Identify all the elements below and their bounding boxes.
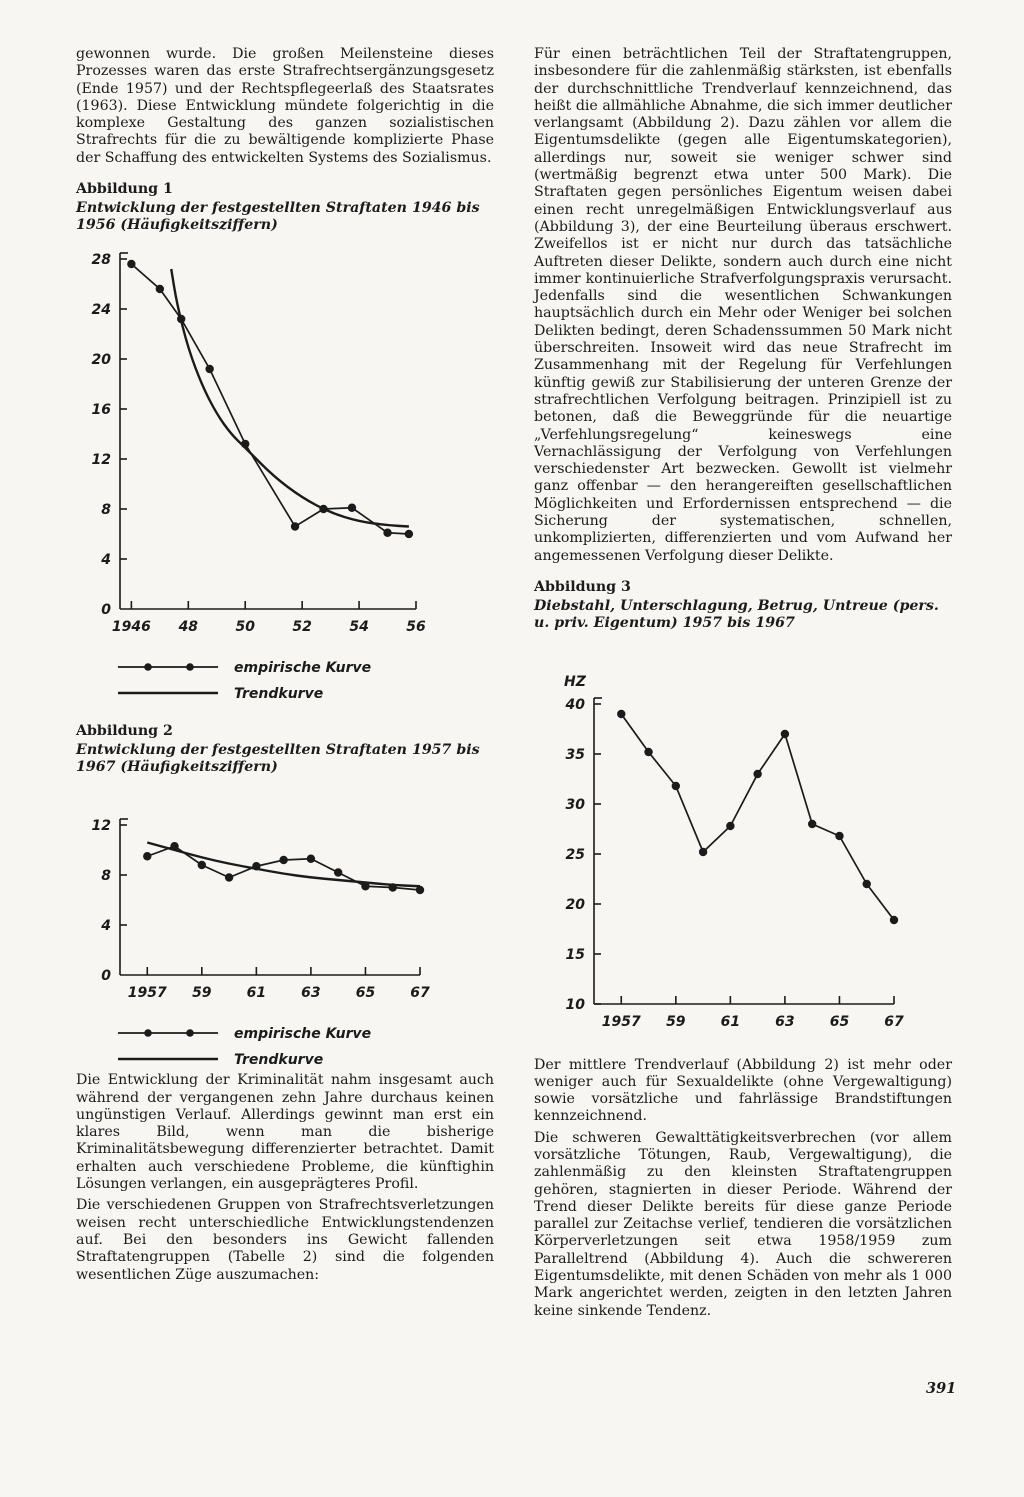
data-point: [334, 869, 342, 877]
y-tick-label: 25: [565, 846, 585, 863]
legend-label: Trendkurve: [234, 685, 324, 702]
figure-2-chart: [76, 776, 494, 1068]
figure-1: [76, 235, 494, 719]
x-tick-label: 54: [349, 618, 369, 635]
data-point: [291, 522, 299, 530]
data-point: [890, 915, 898, 923]
data-point: [699, 847, 707, 855]
empirical-curve-line: [131, 264, 409, 534]
data-point: [383, 528, 391, 536]
data-point: [348, 503, 356, 511]
x-tick-label: 56: [406, 618, 426, 635]
data-point: [279, 856, 287, 864]
figure-2-caption: Entwicklung der festgestellten Straftaten 1957 bis 1967 (Häufigkeitsziffern): [76, 741, 480, 775]
y-tick-label: 24: [91, 301, 111, 318]
trend-curve-line: [147, 843, 420, 887]
figure-1-caption: Entwicklung der festgestellten Straftaten 1946 bis 1956 (Häufigkeitsziffern): [76, 200, 480, 234]
y-tick-label: 8: [101, 501, 111, 518]
x-tick-label: 59: [192, 985, 212, 1002]
x-tick-label: 63: [775, 1013, 795, 1030]
data-point: [127, 259, 135, 267]
y-tick-label: 12: [91, 818, 111, 835]
x-tick-label: 61: [246, 985, 267, 1002]
y-tick-label: 0: [101, 601, 111, 618]
data-point: [156, 284, 164, 292]
page-number: 391: [926, 1380, 957, 1397]
x-tick-label: 48: [178, 618, 199, 635]
x-tick-label: 63: [301, 985, 321, 1002]
data-point: [644, 747, 652, 755]
y-tick-label: 4: [101, 918, 111, 935]
trend-curve-line: [171, 269, 409, 527]
data-point: [225, 874, 233, 882]
legend-point: [144, 1029, 152, 1037]
y-tick-label: 16: [91, 401, 111, 418]
y-tick-label: 20: [91, 351, 111, 368]
x-tick-label: 52: [292, 618, 312, 635]
data-point: [781, 729, 789, 737]
x-tick-label: 67: [884, 1013, 904, 1030]
data-point: [672, 781, 680, 789]
left-paragraph-2: Die verschiedenen Gruppen von Strafrechtsverletzungen weisen recht unterschiedliche Entwicklungstendenzen auf. Bei den besonders ins Gewicht fallenden Straftatengruppen (Tabelle 2) sind die folgenden wesentlichen Züge auszumachen:: [76, 1197, 494, 1283]
data-point: [205, 364, 213, 372]
legend-label: empirische Kurve: [234, 1026, 372, 1043]
x-tick-label: 59: [666, 1013, 686, 1030]
right-column: [534, 46, 952, 1320]
x-tick-label: 1946: [111, 618, 151, 635]
y-tick-label: 15: [565, 946, 585, 963]
data-point: [617, 709, 625, 717]
data-point: [198, 861, 206, 869]
x-tick-label: 50: [235, 618, 255, 635]
y-tick-label: 30: [565, 796, 585, 813]
figure-3: [534, 633, 952, 1057]
y-tick-label: 12: [91, 451, 111, 468]
right-paragraph-3: Die schweren Gewalttätigkeitsverbrechen (vor allem vorsätzliche Tötungen, Raub, Vergewaltigung), die zahlenmäßig zu den kleinsten Straftatengruppen gehören, stagnierten in dieser Periode. Während der Trend dieser Delikte bereits für diese ganze Periode parallel zur Zeitachse verlief, tendieren die vorsätzlichen Körperverletzungen seit etwa 1958/1959 zum Paralleltrend (Abbildung 4). Auch die schwereren Eigentumsdelikte, mit denen Schäden von mehr als 1 000 Mark angerichtet werden, zeigten in den letzten Jahren keine sinkende Tendenz.: [534, 1129, 952, 1319]
x-tick-label: 65: [355, 985, 376, 1002]
figure-3-caption: Diebstahl, Unterschlagung, Betrug, Untreue (pers. u. priv. Eigentum) 1957 bis 1967: [534, 597, 939, 632]
data-point: [835, 831, 843, 839]
data-point: [143, 852, 151, 860]
y-tick-label: 28: [91, 251, 111, 268]
figure-2-label: Abbildung 2: [76, 722, 173, 739]
y-tick-label: 35: [565, 746, 585, 763]
y-tick-label: 40: [565, 696, 585, 713]
y-tick-label: 10: [565, 996, 585, 1013]
legend-point: [144, 663, 152, 671]
right-paragraph-2: Der mittlere Trendverlauf (Abbildung 2) ist mehr oder weniger auch für Sexualdelikte (ohne Vergewaltigung) sowie vorsätzliche und fahrlässige Brandstiftungen kennzeichnend.: [534, 1056, 952, 1125]
y-tick-label: 20: [565, 896, 585, 913]
legend-point: [186, 1029, 194, 1037]
figure-1-chart: [76, 235, 494, 715]
left-paragraph-1: Die Entwicklung der Kriminalität nahm insgesamt auch während der vergangenen zehn Jahre durchaus keinen ungünstigen Verlauf. Allerdings gewinnt man erst ein klares Bild, wenn man die bisherige Kriminalitätsbewegung differenzierter betrachtet. Damit erhalten auch verschiedene Probleme, die künftighin Lösungen verlangen, ein ausgeprägteres Profil.: [76, 1072, 494, 1193]
legend-point: [186, 663, 194, 671]
legend-label: Trendkurve: [234, 1052, 324, 1069]
figure-2: [76, 776, 494, 1072]
figure-3-label: Abbildung 3: [534, 578, 631, 595]
y-tick-label: 4: [101, 551, 111, 568]
y-tick-label: 0: [101, 968, 111, 985]
right-paragraph-1: Für einen beträchtlichen Teil der Straftatengruppen, insbesondere für die zahlenmäßig stärksten, ist ebenfalls der durchschnittliche Trendverlauf kennzeichnend, das heißt die allmähliche Abnahme, die sich immer deutlicher verlangsamt (Abbildung 2). Dazu zählen vor allem die Eigentumsdelikte (gegen alle Eigentumskategorien), allerdings nur, soweit sie weniger schwer sind (wertmäßig begrenzt etwa unter 500 Mark). Die Straftaten gegen persönliches Eigentum weisen dabei einen recht unregelmäßigen Entwicklungsverlauf aus (Abbildung 3), der eine Beurteilung überaus erschwert. Zweifellos ist er nicht nur durch das tatsächliche Auftreten dieser Delikte, sondern auch durch eine nicht immer kontinuierliche Strafverfolgungspraxis verursacht. Jedenfalls sind die wesentlichen Schwankungen hauptsächlich durch ein Mehr oder Weniger bei solchen Delikten bedingt, deren Schadenssummen 50 Mark nicht überschreiten. Insoweit wird das neue Strafrecht im Zusammenhang mit der Regelung für Verfehlungen künftig gewiß zur Stabilisierung der unteren Grenze der strafrechtlichen Verfolgung beitragen. Prinzipiell ist zu betonen, daß die Beweggründe für die neuartige „Verfehlungsregelung“ keineswegs eine Vernachlässigung der Verfolgung von Verfehlungen verschiedenster Art bezwecken. Gewollt ist vielmehr ganz offenbar — den herangereiften gesellschaftlichen Möglichkeiten und Erfordernissen entsprechend — die Sicherung der systematischen, schnellen, unkomplizierten, differenzierten und vom Aufwand her angemessenen Verfolgung dieser Delikte.: [534, 46, 952, 564]
y-tick-label: 8: [101, 868, 111, 885]
left-intro-paragraph: gewonnen wurde. Die großen Meilensteine dieses Prozesses waren das erste Strafrechtsergänzungsgesetz (Ende 1957) und der Rechtspflegeerlaß des Staatsrates (1963). Diese Entwicklung mündete folgerichtig in die komplexe Gestaltung des ganzen sozialistischen Strafrechts für die zu bewältigende komplizierte Phase der Schaffung des entwickelten Systems des Sozialismus.: [76, 46, 494, 166]
empirical-curve-line: [621, 714, 894, 920]
x-tick-label: 1957: [601, 1013, 641, 1030]
data-point: [808, 819, 816, 827]
figure-3-chart: [534, 633, 952, 1053]
data-point: [307, 855, 315, 863]
x-tick-label: 1957: [127, 985, 167, 1002]
data-point: [726, 821, 734, 829]
x-tick-label: 65: [829, 1013, 850, 1030]
data-point: [405, 529, 413, 537]
figure-1-label: Abbildung 1: [76, 181, 173, 198]
y-axis-label: HZ: [564, 673, 586, 690]
legend-label: empirische Kurve: [234, 659, 372, 676]
data-point: [753, 769, 761, 777]
data-point: [863, 879, 871, 887]
left-column: [76, 46, 494, 1284]
x-tick-label: 67: [410, 985, 430, 1002]
x-tick-label: 61: [720, 1013, 741, 1030]
